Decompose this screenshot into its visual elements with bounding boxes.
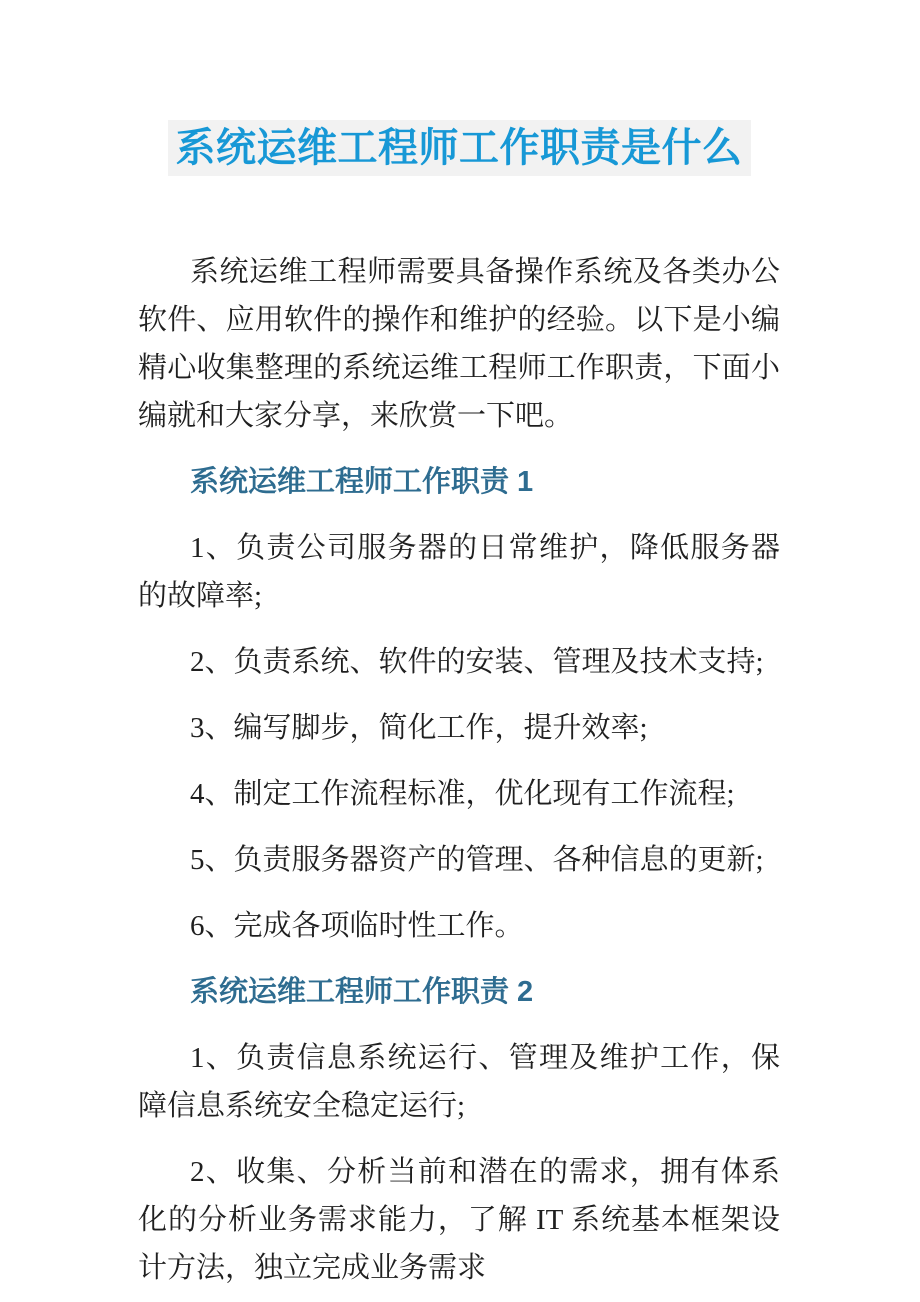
section-heading-2: 系统运维工程师工作职责 2 <box>190 976 534 1008</box>
document-title <box>138 120 780 176</box>
list-item: 2、负责系统、软件的安装、管理及技术支持; <box>190 646 764 678</box>
list-item: 4、制定工作流程标准，优化现有工作流程; <box>190 778 735 810</box>
list-item: 2、收集、分析当前和潜在的需求，拥有体系化的分析业务需求能力，了解 IT 系统基本框架设计方法，独立完成业务需求 <box>138 1156 780 1284</box>
document-title-text: 系统运维工程师工作职责是什么 <box>168 120 751 176</box>
list-item: 1、负责信息系统运行、管理及维护工作，保障信息系统安全稳定运行; <box>138 1042 780 1122</box>
list-item: 6、完成各项临时性工作。 <box>190 910 524 942</box>
list-item: 1、负责公司服务器的日常维护，降低服务器的故障率; <box>138 532 780 612</box>
intro-paragraph: 系统运维工程师需要具备操作系统及各类办公软件、应用软件的操作和维护的经验。以下是小编精心收集整理的系统运维工程师工作职责，下面小编就和大家分享，来欣赏一下吧。 <box>138 256 780 432</box>
list-item: 3、编写脚步，简化工作，提升效率; <box>190 712 648 744</box>
section-heading-1: 系统运维工程师工作职责 1 <box>190 466 534 498</box>
list-item: 5、负责服务器资产的管理、各种信息的更新; <box>190 844 764 876</box>
